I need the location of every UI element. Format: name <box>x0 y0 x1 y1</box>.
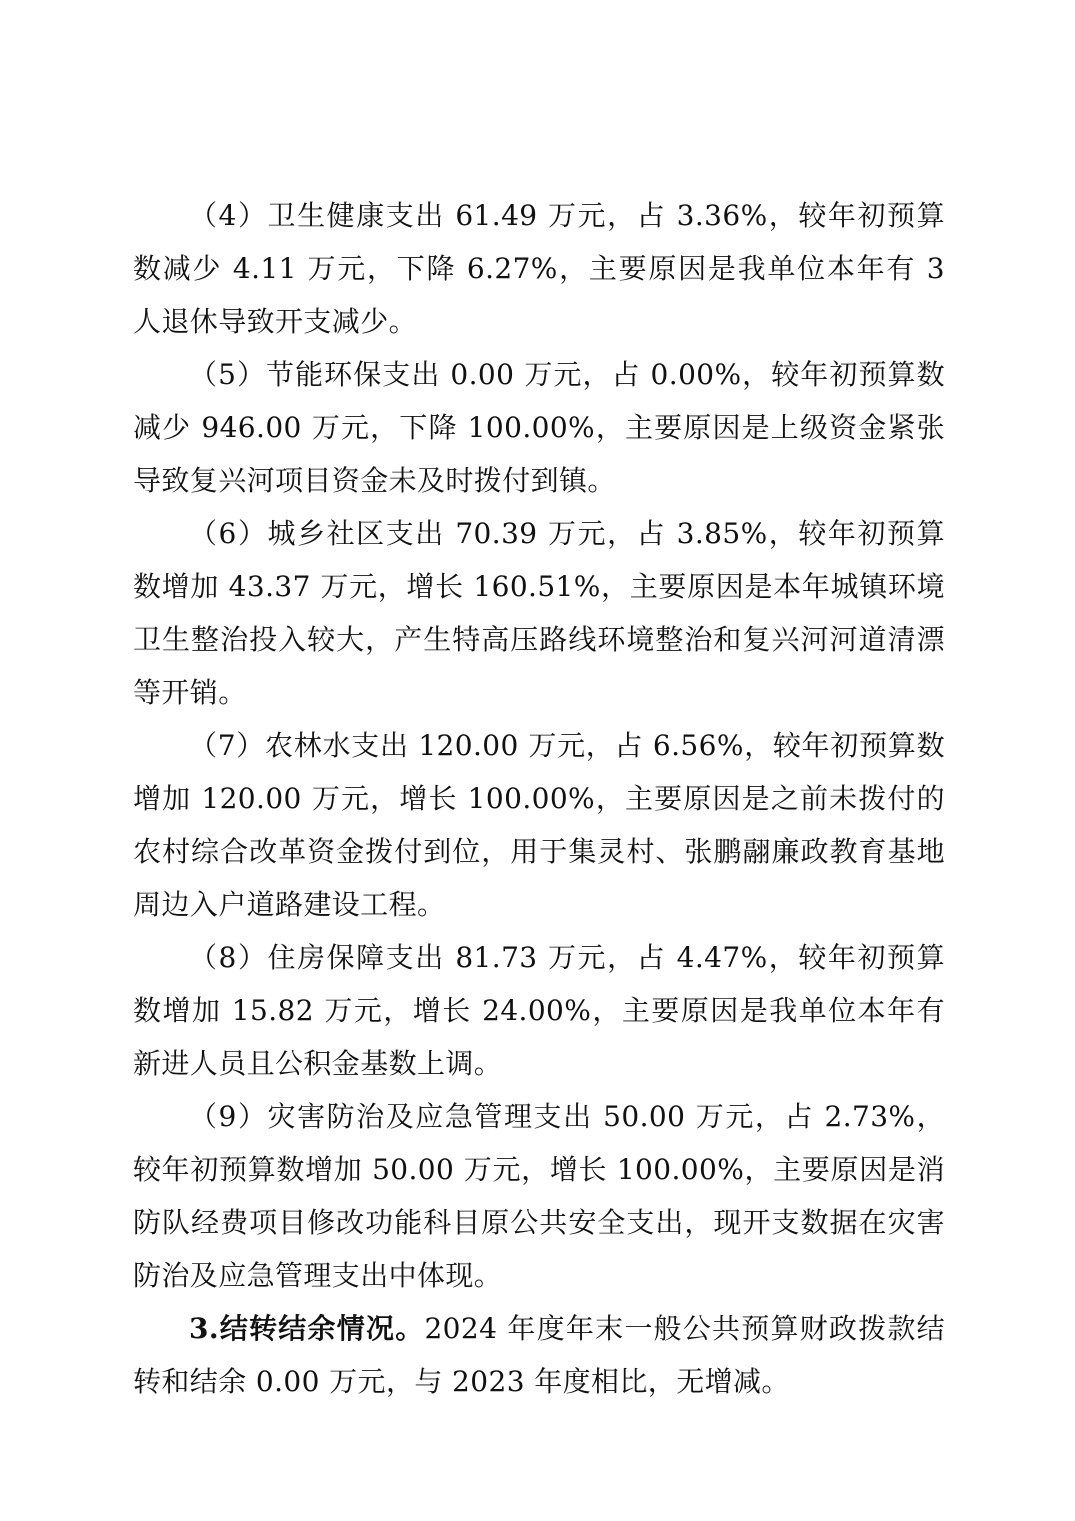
section-heading-carryover: 3.结转结余情况。 <box>189 1312 425 1345</box>
paragraph-carryover-balance <box>133 1302 945 1408</box>
paragraph-housing-security-expenditure: （8）住房保障支出 81.73 万元，占 4.47%，较年初预算数增加 15.82 万元，增长 24.00%，主要原因是我单位本年有新进人员且公积金基数上调。 <box>133 941 945 1080</box>
paragraph-health-expenditure: （4）卫生健康支出 61.49 万元，占 3.36%，较年初预算数减少 4.11 万元，下降 6.27%，主要原因是我单位本年有 3 人退休导致开支减少。 <box>133 199 945 338</box>
section-body-carryover: 2024 年度年末一般公共预算财政拨款结转和结余 0.00 万元，与 2023 年度相比，无增减。 <box>133 1312 945 1398</box>
paragraph-urban-rural-community-expenditure: （6）城乡社区支出 70.39 万元，占 3.85%，较年初预算数增加 43.37 万元，增长 160.51%，主要原因是本年城镇环境卫生整治投入较大，产生特高压路线环境整治和复兴河河道清漂等开销。 <box>133 517 945 709</box>
paragraph-disaster-prevention-expenditure: （9）灾害防治及应急管理支出 50.00 万元，占 2.73%，较年初预算数增加 50.00 万元，增长 100.00%，主要原因是消防队经费项目修改功能科目原公共安全支出，现开支数据在灾害防治及应急管理支出中体现。 <box>133 1100 945 1292</box>
document-body <box>133 189 945 1408</box>
paragraph-agriculture-forestry-water-expenditure: （7）农林水支出 120.00 万元，占 6.56%，较年初预算数增加 120.00 万元，增长 100.00%，主要原因是之前未拨付的农村综合改革资金拨付到位，用于集灵村、张鹏翮廉政教育基地周边入户道路建设工程。 <box>133 729 945 921</box>
paragraph-energy-environment-expenditure: （5）节能环保支出 0.00 万元，占 0.00%，较年初预算数减少 946.00 万元，下降 100.00%，主要原因是上级资金紧张导致复兴河项目资金未及时拨付到镇。 <box>133 358 945 497</box>
